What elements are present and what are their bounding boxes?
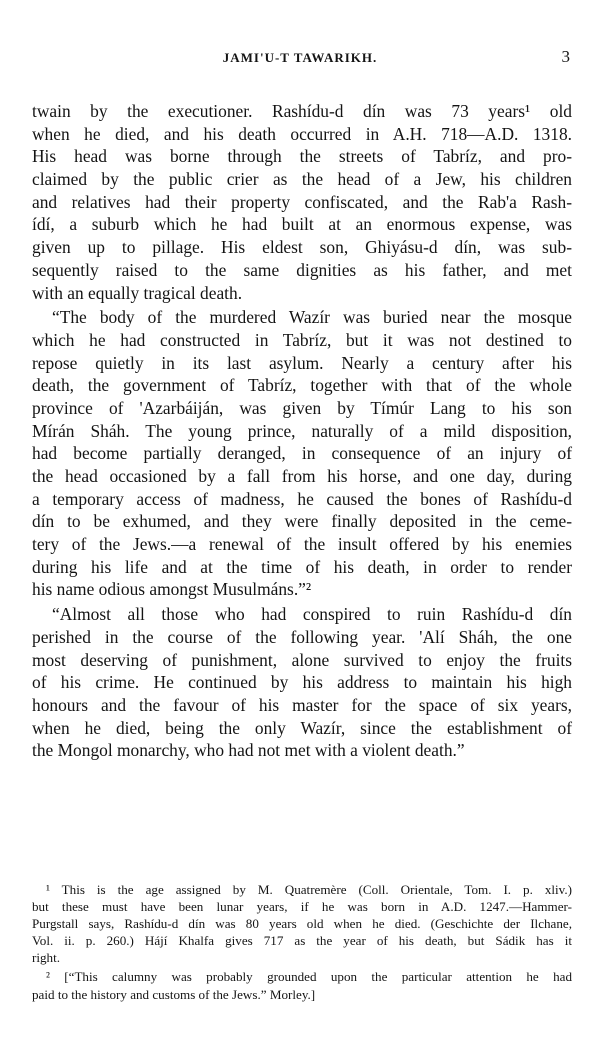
running-title: JAMI'U-T TAWARIKH. xyxy=(222,50,378,65)
text-line: which he had constructed in Tabríz, but it was not destined to xyxy=(32,329,572,350)
page-number: 3 xyxy=(561,47,570,66)
text-line: Mírán Sháh. The young prince, naturally of a mild disposition, xyxy=(32,420,572,441)
footnote-line: paid to the history and customs of the Jews.” Morley.] xyxy=(32,986,316,1002)
text-line: of his crime. He continued by his address to maintain his high xyxy=(32,672,572,693)
paragraph-1 xyxy=(32,100,572,304)
text-line: “Almost all those who had conspired to ruin Rashídu-d dín xyxy=(52,604,572,625)
text-line: when he died, and his death occurred in A.H. 718—A.D. 1318. xyxy=(32,123,572,144)
text-line: dín to be exhumed, and they were finally deposited in the ceme- xyxy=(32,511,572,532)
text-line: ídí, a suburb which he had built at an enormous expense, was xyxy=(32,214,572,235)
text-line: a temporary access of madness, he caused the bones of Rashídu-d xyxy=(32,488,572,509)
text-line: with an equally tragical death. xyxy=(32,282,243,303)
footnote-line: ¹ This is the age assigned by M. Quatremère (Coll. Orientale, Tom. I. p. xliv.) xyxy=(46,882,572,897)
text-line: honours and the favour of his master for the space of six years, xyxy=(32,694,572,715)
paragraph-2 xyxy=(32,306,572,601)
text-line: the head occasioned by a fall from his horse, and one day, during xyxy=(32,466,572,486)
text-line: “The body of the murdered Wazír was buried near the mosque xyxy=(52,307,572,328)
footnotes xyxy=(32,881,572,1005)
text-line: perished in the course of the following year. 'Alí Sháh, the one xyxy=(32,626,572,647)
text-line: given up to pillage. His eldest son, Ghiyásu-d dín, was sub- xyxy=(32,237,572,258)
footnote-2 xyxy=(32,968,572,1002)
footnote-line: Vol. ii. p. 260.) Hájí Khalfa gives 717 as the year of his death, but Sádik has it xyxy=(32,933,572,949)
text-line: tery of the Jews.—a renewal of the insult offered by his enemies xyxy=(32,534,572,555)
footnote-line: ² [“This calumny was probably grounded upon the particular attention he had xyxy=(46,969,572,985)
text-line: province of 'Azarbáiján, was given by Tímúr Lang to his son xyxy=(32,397,572,418)
main-text xyxy=(32,100,572,764)
text-line: twain by the executioner. Rashídu-d dín was 73 years¹ old xyxy=(32,101,572,121)
text-line: death, the government of Tabríz, together with that of the whole xyxy=(32,375,572,396)
footnote-line: but these must have been lunar years, if he was born in A.D. 1247.—Hammer- xyxy=(32,899,572,915)
paragraph-3 xyxy=(32,603,572,762)
text-line: claimed by the public crier as the head of a Jew, his children xyxy=(32,169,572,190)
text-line: and relatives had their property confiscated, and the Rab'a Rash- xyxy=(32,191,572,212)
footnote-1 xyxy=(32,881,572,966)
text-line: his name odious amongst Musulmáns.”² xyxy=(32,579,312,600)
text-line: had become partially deranged, in consequence of an injury of xyxy=(32,443,572,464)
text-line: repose quietly in its last asylum. Nearly a century after his xyxy=(32,352,572,373)
text-line: most deserving of punishment, alone survived to enjoy the fruits xyxy=(32,649,572,670)
text-line: His head was borne through the streets of Tabríz, and pro- xyxy=(32,146,572,167)
footnote-line: right. xyxy=(32,950,61,966)
text-line: during his life and at the time of his death, in order to render xyxy=(32,556,572,577)
text-line: when he died, being the only Wazír, since the establishment of xyxy=(32,717,572,738)
text-line: sequently raised to the same dignities as his father, and met xyxy=(32,259,572,280)
text-line: the Mongol monarchy, who had not met with a violent death.” xyxy=(32,740,465,761)
footnote-line: Purgstall says, Rashídu-d dín was 80 years old when he died. (Geschichte der Ilchane, xyxy=(32,916,572,932)
